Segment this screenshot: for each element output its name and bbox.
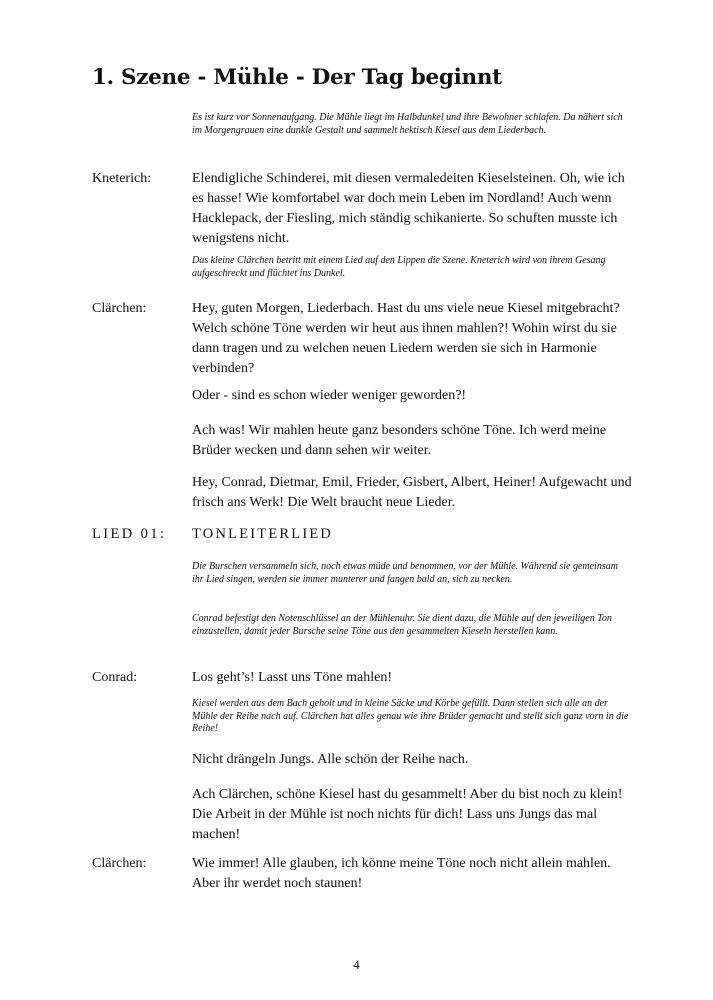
stage-direction-boys-gather: Die Burschen versammeln sich, noch etwas müde und benommen, vor der Mühle. Während sie gemeinsam ihr Lied singen, werden sie immer munterer und fangen bald an, sich zu necken. [192, 561, 618, 585]
stage-direction-pebbles: Kiesel werden aus dem Bach geholt und in kleine Säcke und Körbe gefüllt. Dann stellen sich alle an der Mühle der Reihe nach auf. Clärchen hat alles genau wie ihre Brüder gemacht und stellt sich ganz vorn in die Reihe! [192, 698, 629, 735]
song-number: LIED 01: [92, 526, 167, 542]
dialogue-claerchen-question: Oder - sind es schon wieder weniger geworden?! [192, 388, 467, 403]
page-number: 4 [353, 957, 360, 972]
dialogue-claerchen-reply: Wie immer! Alle glauben, ich könne meine Töne noch nicht allein mahlen. Aber ihr werdet noch staunen! [192, 856, 611, 891]
dialogue-claerchen-brothers: Hey, Conrad, Dietmar, Emil, Frieder, Gisbert, Albert, Heiner! Aufgewacht und frisch ans Werk! Die Welt braucht neue Lieder. [192, 475, 632, 510]
speaker-claerchen: Clärchen: [92, 301, 147, 316]
song-title: TONLEITERLIED [192, 526, 334, 542]
dialogue-conrad-queue: Nicht drängeln Jungs. Alle schön der Reihe nach. [192, 752, 469, 767]
dialogue-claerchen-wake: Ach was! Wir mahlen heute ganz besonders schöne Töne. Ich werd meine Brüder wecken und dann sehen wir weiter. [192, 423, 607, 458]
stage-direction-clef: Conrad befestigt den Notenschlüssel an der Mühlenuhr. Sie dient dazu, die Mühle auf den jeweiligen Ton einzustellen, damit jeder Bursche seine Töne aus den gesammelten Kieseln herstellen kann. [192, 613, 612, 637]
dialogue-claerchen-greeting: Hey, guten Morgen, Liederbach. Hast du uns viele neue Kiesel mitgebracht? Welch schöne Töne werden wir heut aus ihnen mahlen?! Wohin wirst du sie dann tragen und zu welchen neuen Liedern werden sie sich in Harmonie verbinden? [192, 301, 620, 376]
dialogue-conrad-claerchen: Ach Clärchen, schöne Kiesel hast du gesammelt! Aber du bist noch zu klein! Die Arbeit in der Mühle ist noch nichts für dich! Lass uns Jungs das mal machen! [192, 787, 623, 842]
speaker-claerchen-2: Clärchen: [92, 856, 147, 871]
stage-direction-opening: Es ist kurz vor Sonnenaufgang. Die Mühle liegt im Halbdunkel und ihre Bewohner schlafen. Da nähert sich im Morgengrauen eine dunkle Gestalt und sammelt hektisch Kiesel aus dem Liederbach. [192, 112, 623, 136]
speaker-kneterich: Kneterich: [92, 171, 152, 186]
stage-direction-claerchen-enters: Das kleine Clärchen betritt mit einem Lied auf den Lippen die Szene. Kneterich wird von ihrem Gesang aufgeschreckt und flüchtet ins Dunkel. [192, 255, 606, 279]
scene-title: 1. Szene - Mühle - Der Tag beginnt [92, 65, 502, 90]
dialogue-kneterich: Elendigliche Schinderei, mit diesen vermaledeiten Kieselsteinen. Oh, wie ich es hasse! Wie komfortabel war doch mein Leben im Nordland! Auch wenn Hacklepack, der Fiesling, mich ständig schikanierte. So schuften musste ich wenigstens nicht. [192, 171, 625, 246]
dialogue-conrad-start: Los geht’s! Lasst uns Töne mahlen! [192, 670, 392, 685]
speaker-conrad: Conrad: [92, 670, 138, 685]
